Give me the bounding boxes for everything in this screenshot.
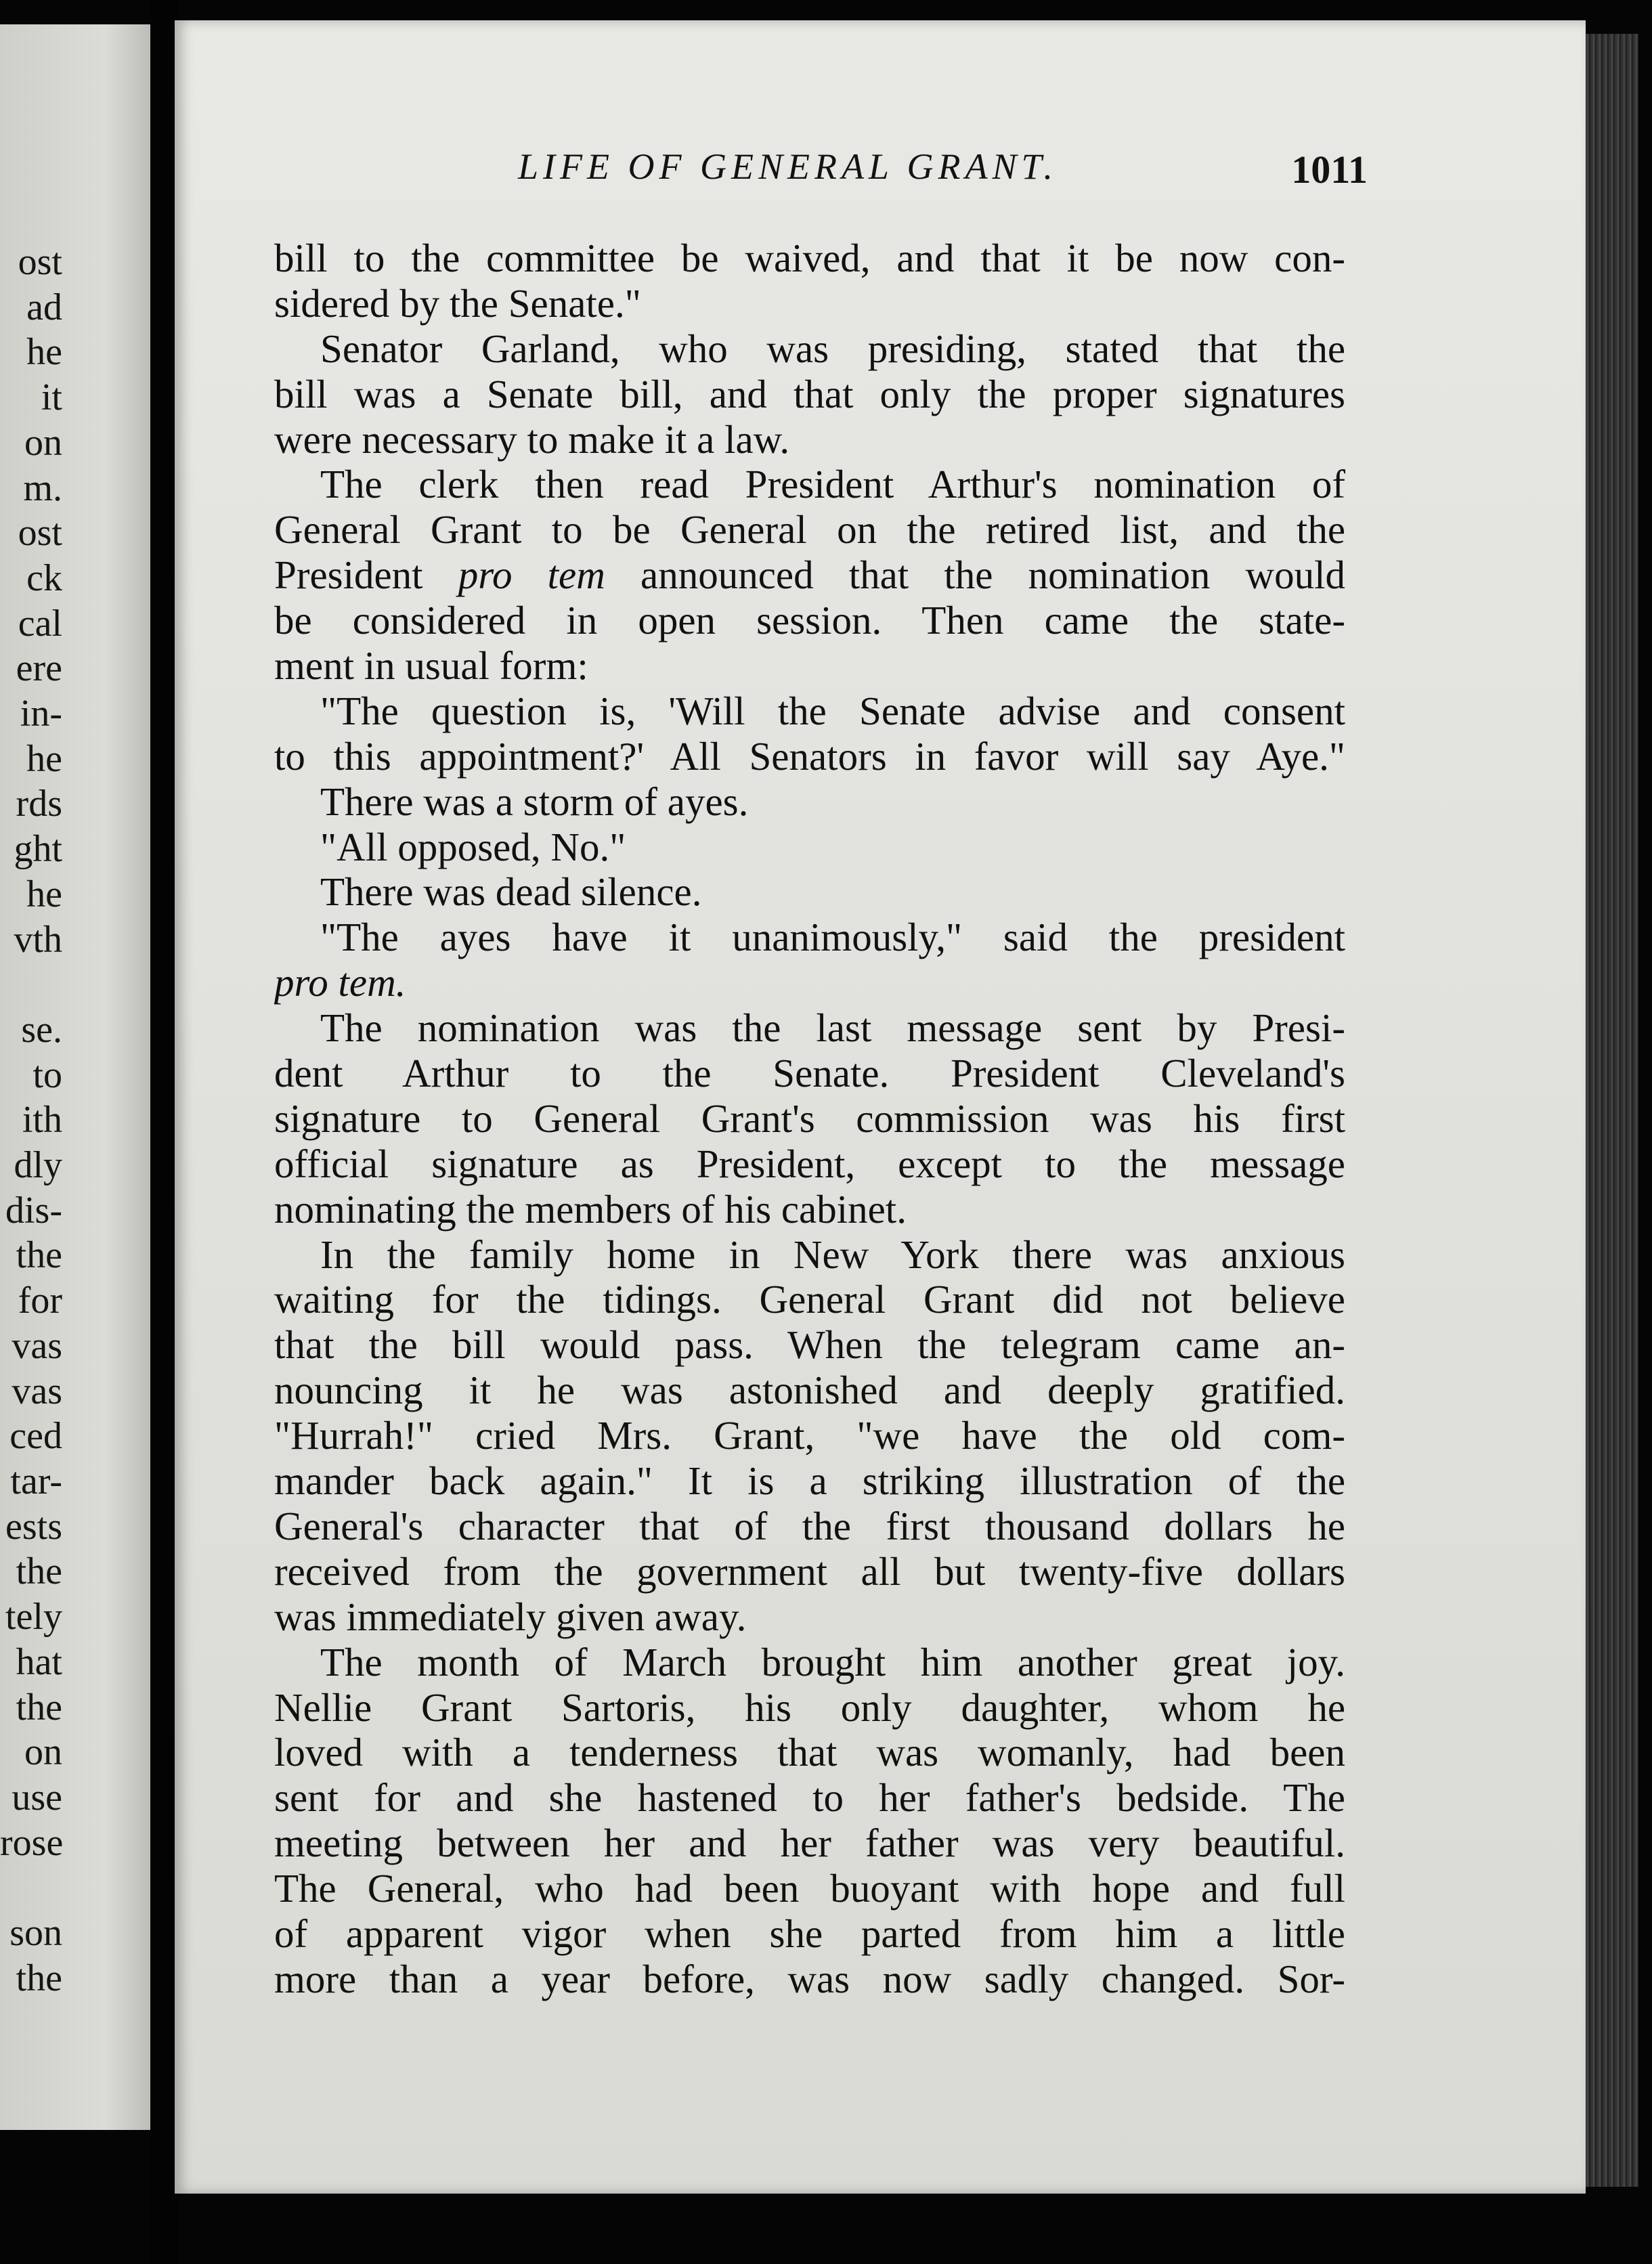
left-fragment-line: dis- (5, 1189, 62, 1232)
left-fragment-line: on (24, 421, 62, 464)
text-line: loved with a tenderness that was womanly, had been (274, 1730, 1345, 1775)
running-head (339, 146, 1368, 200)
text-line: was immediately given away. (274, 1594, 747, 1639)
text-line: received from the government all but twenty-five dollars (274, 1548, 1345, 1594)
text-segment: President (274, 552, 458, 598)
text-line: Senator Garland, who was presiding, stated that the (320, 326, 1345, 371)
text-line: nominating the members of his cabinet. (274, 1186, 907, 1232)
left-fragment-line: hat (16, 1640, 62, 1683)
left-fragment-line: the (16, 1686, 62, 1728)
text-line: official signature as President, except to the message (274, 1141, 1345, 1186)
text-line: signature to General Grant's commission was his first (274, 1095, 1345, 1141)
text-segment: announced that the nomination would (605, 552, 1345, 598)
left-fragment-line: he (26, 873, 62, 915)
text-line: mander back again." It is a striking illustration of the (274, 1458, 1345, 1504)
page-number: 1011 (1291, 148, 1368, 192)
text-line: "All opposed, No." (320, 824, 626, 869)
text-line: "The question is, 'Will the Senate advise and consent (320, 688, 1345, 733)
left-fragment-line: on (24, 1731, 62, 1774)
text-line: bill to the committee be waived, and that it be now con- (274, 236, 1345, 280)
left-fragment-line: it (41, 376, 62, 419)
left-fragment-line: he (26, 331, 62, 374)
left-fragment-line: vas (12, 1370, 62, 1412)
text-line: nouncing it he was astonished and deeply gratified. (274, 1368, 1345, 1413)
left-fragment-line: vth (14, 918, 62, 961)
text-line: more than a year before, was now sadly changed. Sor- (274, 1956, 1345, 2001)
text-line: General's character that of the first thousand dollars he (274, 1503, 1345, 1548)
left-page (0, 24, 150, 2130)
text-line (274, 552, 1345, 598)
left-fragment-line: for (18, 1280, 62, 1322)
left-fragment-line: ests (5, 1505, 62, 1548)
left-fragment-line: son (9, 1912, 62, 1955)
text-line: Nellie Grant Sartoris, his only daughter, whom he (274, 1684, 1345, 1730)
left-fragment-line: se. (21, 1008, 62, 1051)
text-line: meeting between her and her father was very beautiful. (274, 1821, 1345, 1866)
text-line: bill was a Senate bill, and that only the proper signatures (274, 371, 1345, 416)
page-edges (1586, 34, 1638, 2187)
left-fragment-line: ght (14, 828, 62, 871)
text-line: waiting for the tidings. General Grant did not believe (274, 1277, 1345, 1322)
left-fragment-line: rose (0, 1821, 64, 1864)
left-fragment-line: cal (18, 602, 62, 645)
text-line: The month of March brought him another great joy. (320, 1639, 1345, 1684)
left-fragment-line: he (26, 737, 62, 780)
text-line: "The ayes have it unanimously," said the president (320, 915, 1345, 960)
left-fragment-line: ere (16, 647, 62, 690)
left-fragment-line: ost (18, 241, 62, 283)
text-line: to this appointment?' All Senators in favor will say Aye." (274, 733, 1345, 779)
left-fragment-line: tar- (10, 1460, 62, 1502)
text-line: dent Arthur to the Senate. President Cleveland's (274, 1051, 1345, 1096)
left-fragment-line: rds (16, 783, 62, 825)
book-gutter (150, 0, 177, 2264)
text-line: General Grant to be General on the retired list, and the (274, 507, 1345, 552)
text-line: The nomination was the last message sent by Presi- (320, 1005, 1345, 1051)
running-title: LIFE OF GENERAL GRANT. (518, 146, 1058, 187)
text-line: sidered by the Senate." (274, 280, 641, 326)
left-fragment-line: dly (14, 1144, 62, 1187)
body-text (274, 236, 1345, 2002)
left-fragment-line (0, 962, 62, 1007)
text-line: sent for and she hastened to her father's bedside. The (274, 1775, 1345, 1821)
left-fragment-line: the (16, 1550, 62, 1593)
text-line: There was a storm of ayes. (320, 779, 749, 824)
italic-phrase: pro tem (458, 552, 605, 598)
left-fragment-line: use (12, 1776, 62, 1819)
left-fragment-line: ad (26, 286, 62, 328)
text-line: be considered in open session. Then came the state- (274, 598, 1345, 643)
left-fragment-line: ced (9, 1415, 62, 1458)
left-fragment-line: tely (5, 1596, 62, 1638)
left-fragment-line: the (16, 1957, 62, 1999)
text-line: The clerk then read President Arthur's nomination of (320, 462, 1345, 507)
italic-phrase: pro tem. (274, 960, 406, 1005)
left-fragment-line: ost (18, 512, 62, 554)
text-line: "Hurrah!" cried Mrs. Grant, "we have the old com- (274, 1413, 1345, 1458)
text-line: of apparent vigor when she parted from him a little (274, 1911, 1345, 1956)
left-fragment-line: vas (12, 1324, 62, 1367)
left-fragment-line: ith (22, 1099, 62, 1141)
text-line: The General, who had been buoyant with hope and full (274, 1866, 1345, 1911)
left-fragment-line: ck (26, 557, 62, 599)
text-line: There was dead silence. (320, 869, 702, 915)
left-fragment-line: in- (20, 693, 62, 735)
left-fragment-line (0, 1865, 62, 1911)
left-page-text-fragments (0, 240, 62, 2001)
text-line: In the family home in New York there was anxious (320, 1232, 1345, 1277)
text-line (274, 960, 1345, 1005)
text-line: ment in usual form: (274, 643, 588, 689)
left-fragment-line: to (32, 1053, 62, 1096)
text-line: were necessary to make it a law. (274, 416, 790, 462)
left-fragment-line: m. (23, 466, 62, 509)
left-fragment-line: the (16, 1234, 62, 1277)
text-line: that the bill would pass. When the telegram came an- (274, 1322, 1345, 1368)
